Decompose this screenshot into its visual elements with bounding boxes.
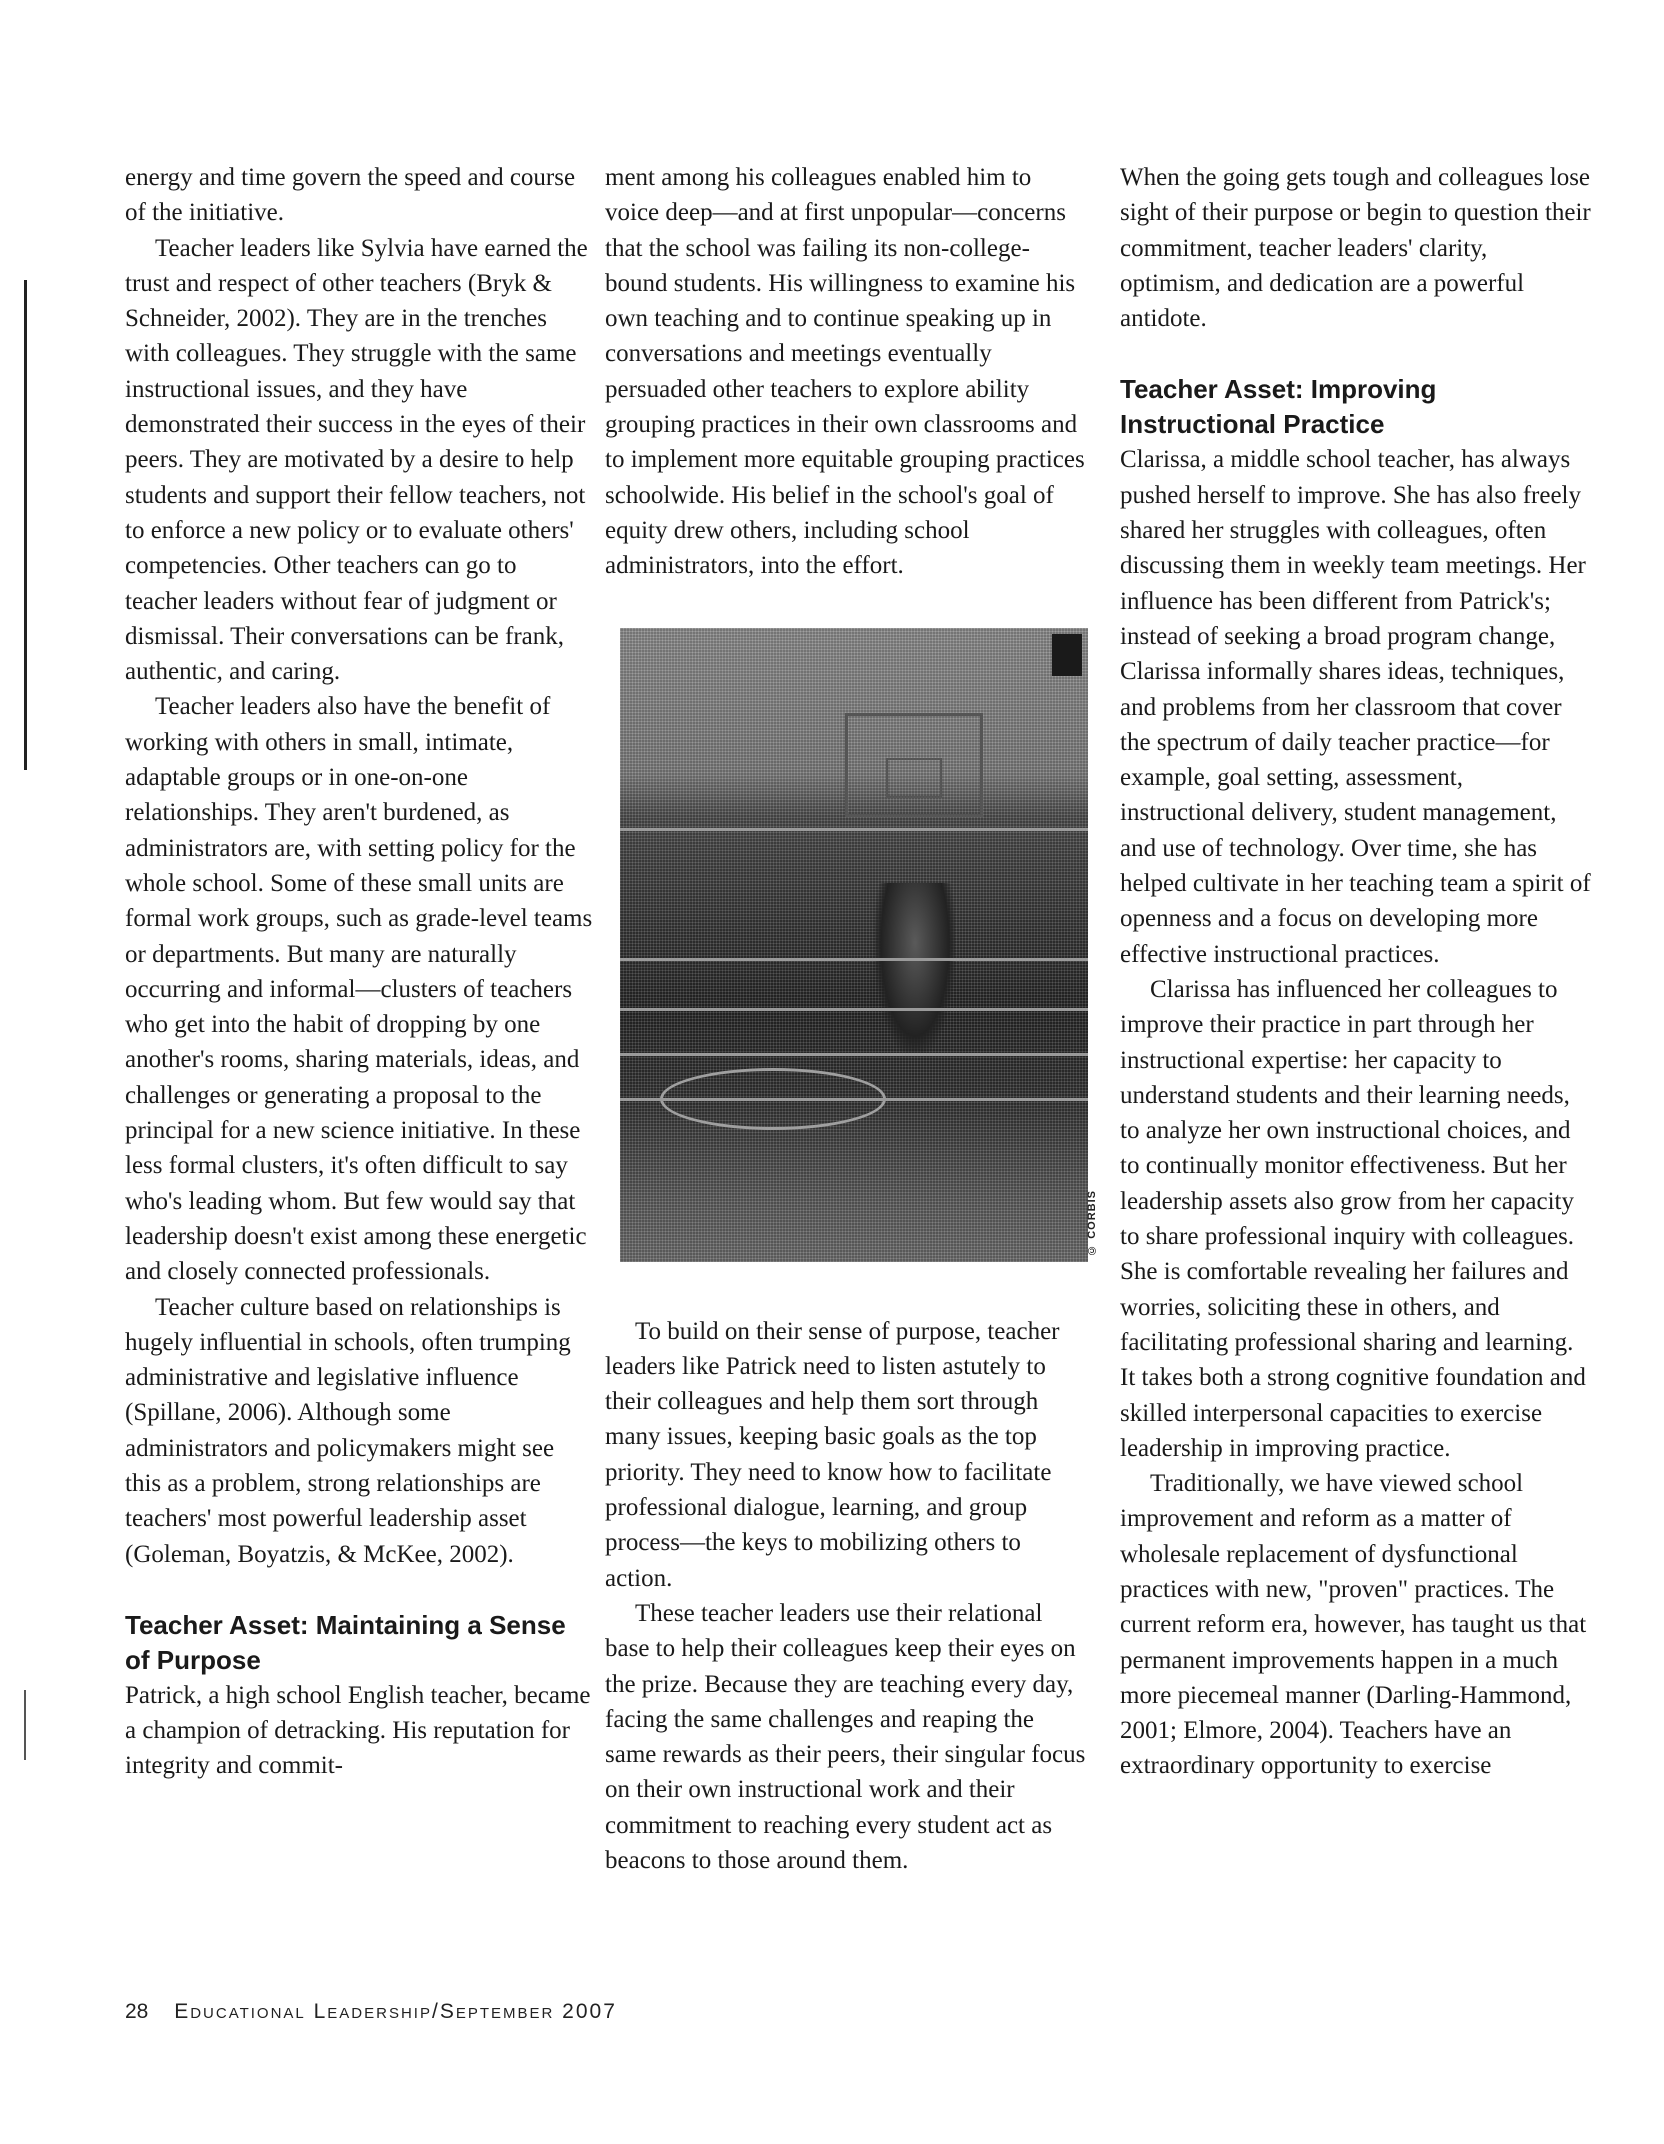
column-1 <box>125 160 593 1784</box>
paragraph: Patrick, a high school English teacher, became a champion of detracking. His reputation for integrity and commit- <box>125 1681 591 1780</box>
paragraph: When the going gets tough and colleagues lose sight of their purpose or begin to question their commitment, teacher leaders' clarity, optimism, and dedication are a powerful antidote. <box>1120 164 1591 333</box>
basketball-court-photo <box>620 628 1098 1262</box>
player-silhouette <box>875 883 955 1053</box>
section-heading: Teacher Asset: Maintaining a Sense of Purpose <box>125 1609 566 1675</box>
paragraph: Teacher leaders also have the benefit of working with others in small, intimate, adaptable groups or in one-on-one relationships. They aren't burdened, as administrators are, with setting policy for the whole school. Some of these small units are formal work groups, such as grade-level teams or departments. But many are naturally occurring and informal—clusters of teachers who get into the habit of dropping by one another's rooms, sharing materials, ideas, and challenges or generating a proposal to the principal for a new science initiative. In these less formal clusters, it's often difficult to say who's leading whom. But few would say that leadership doesn't exist among these energetic and closely connected professionals. <box>125 693 593 1286</box>
paragraph: energy and time govern the speed and course of the initiative. <box>125 164 576 227</box>
publication-title: Educational Leadership/September 2007 <box>174 2000 617 2023</box>
margin-scan-mark <box>24 280 27 770</box>
paragraph: Clarissa, a middle school teacher, has always pushed herself to improve. She has also freely shared her struggles with colleagues, often discussing them in weekly team meetings. Her influence has been different from Patrick's; instead of seeking a broad program change, Clarissa informally shares ideas, techniques, and problems from her classroom that cover the spectrum of daily teacher practice—for example, goal setting, assessment, instructional delivery, student management, and use of technology. Over time, she has helped cultivate in her teaching team a spirit of openness and a focus on developing more effective instructional practices. <box>1120 446 1591 968</box>
paragraph: These teacher leaders use their relational base to help their colleagues keep their eyes on the prize. Because they are teaching every day, facing the same challenges and reaping the same rewards as their peers, their singular focus on their own instructional work and their commitment to reaching every student act as beacons to those around them. <box>605 1599 1086 1875</box>
page-number: 28 <box>125 2000 149 2023</box>
paragraph: Teacher culture based on relationships is hugely influential in schools, often trumping administrative and legislative influence (Spillane, 2006). Although some administrators and policymakers might see this as a problem, strong relationships are teachers' most powerful leadership asset (Goleman, Boyatzis, & McKee, 2002). <box>125 1293 571 1568</box>
court-line <box>620 1008 1088 1011</box>
court-line <box>620 1098 1088 1101</box>
photo-credit: © CORBIS <box>1085 1189 1098 1256</box>
section-heading: Teacher Asset: Improving Instructional Practice <box>1120 374 1437 440</box>
paragraph: Teacher leaders like Sylvia have earned the trust and respect of other teachers (Bryk & Schneider, 2002). They are in the trenches with colleagues. They struggle with the same instructional issues, and they have demonstrated their success in the eyes of their peers. They are motivated by a desire to help students and support their fellow teachers, not to enforce a new policy or to evaluate others' competencies. Other teachers can go to teacher leaders without fear of judgment or dismissal. Their conversations can be frank, authentic, and caring. <box>125 234 588 686</box>
margin-scan-mark <box>24 1690 26 1760</box>
paragraph: ment among his colleagues enabled him to voice deep—and at first unpopular—concerns that the school was failing its non-college-bound students. His willingness to examine his own teaching and to continue speaking up in conversations and meetings eventually persuaded other teachers to explore ability grouping practices in their own classrooms and to implement more equitable grouping practices schoolwide. His belief in the school's goal of equity drew others, including school administrators, into the effort. <box>605 164 1085 580</box>
column-2 <box>605 160 1098 1878</box>
photo-corner-mark <box>1052 634 1082 676</box>
court-line <box>620 958 1088 961</box>
page-footer <box>125 2000 617 2024</box>
paragraph: To build on their sense of purpose, teacher leaders like Patrick need to listen astutely to their colleagues and help them sort through many issues, keeping basic goals as the top priority. They need to know how to facilitate professional dialogue, learning, and group process—the keys to mobilizing others to action. <box>605 1317 1060 1592</box>
court-line <box>620 1053 1088 1056</box>
basketball-backboard <box>845 713 983 817</box>
column-3 <box>1120 160 1592 1784</box>
court-line <box>620 828 1088 831</box>
paragraph: Clarissa has influenced her colleagues to improve their practice in part through her instructional expertise: her capacity to understand students and their learning needs, to analyze her own instructional choices, and to continually monitor effectiveness. But her leadership assets also grow from her capacity to share professional inquiry with colleagues. She is comfortable revealing her failures and worries, soliciting these in others, and facilitating professional sharing and learning. It takes both a strong cognitive foundation and skilled interpersonal capacities to exercise leadership in improving practice. <box>1120 975 1586 1462</box>
paragraph: Traditionally, we have viewed school improvement and reform as a matter of wholesale replacement of dysfunctional practices with new, "proven" practices. The current reform era, however, has taught us that permanent improvements happen in a much more piecemeal manner (Darling-Hammond, 2001; Elmore, 2004). Teachers have an extraordinary opportunity to exercise <box>1120 1470 1587 1780</box>
